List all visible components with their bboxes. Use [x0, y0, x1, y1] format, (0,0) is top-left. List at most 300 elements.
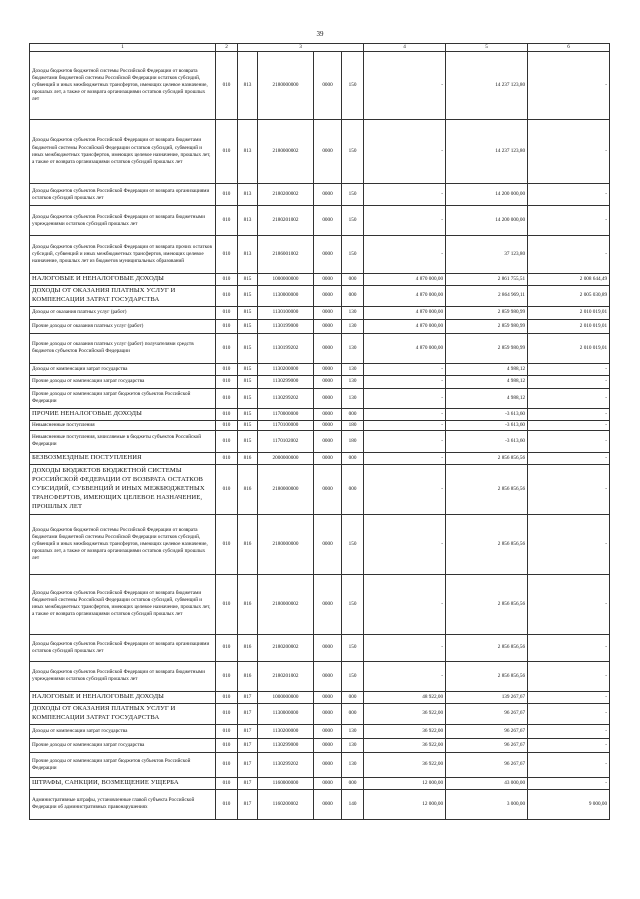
row-description: Доходы бюджетов субъектов Российской Федерации от возврата прочих остатков субсидий, субвенций и иных межбюджетных трансфертов, имеющих целевое назначение, прошлых лет из бюджетов муниципальных образований — [30, 236, 216, 274]
row-value-executed: 14 237 123,80 — [446, 120, 528, 184]
row-value-remaining: - — [528, 634, 610, 661]
row-value-remaining: - — [528, 703, 610, 724]
row-code-program: 0000 — [314, 420, 342, 430]
row-code-chief: 816 — [238, 464, 258, 514]
row-description: Доходы бюджетов субъектов Российской Федерации от возврата бюджетами бюджетной системы Российской Федерации остатков субсидий, субвенций и иных межбюджетных трансфертов, имеющих целевое назначение, прошлых лет, а также от возврата организациями остатков субсидий прошлых лет — [30, 574, 216, 634]
row-code-program: 0000 — [314, 514, 342, 574]
row-code-kind: 130 — [342, 333, 364, 363]
row-code-kind: 000 — [342, 703, 364, 724]
row-code-admin: 010 — [216, 703, 238, 724]
row-code-kind: 140 — [342, 789, 364, 819]
page-number: 39 — [316, 30, 324, 38]
row-code-admin: 010 — [216, 752, 238, 777]
row-code-program: 0000 — [314, 306, 342, 319]
row-value-planned: - — [364, 464, 446, 514]
row-description: Доходы от компенсации затрат государства — [30, 724, 216, 738]
row-value-executed: 96 267,67 — [446, 738, 528, 752]
row-code-kind: 000 — [342, 274, 364, 286]
row-description: Доходы бюджетов субъектов Российской Федерации от возврата организациями остатков субсидий прошлых лет — [30, 184, 216, 206]
table-row — [30, 430, 610, 452]
table-row — [30, 464, 610, 514]
row-code-kind: 150 — [342, 206, 364, 236]
row-code-admin: 010 — [216, 408, 238, 420]
row-description: БЕЗВОЗМЕЗДНЫЕ ПОСТУПЛЕНИЯ — [30, 452, 216, 464]
row-code-admin: 010 — [216, 184, 238, 206]
row-code-main: 2180200002 — [258, 184, 314, 206]
row-code-main: 1130299000 — [258, 738, 314, 752]
row-code-main: 1160200002 — [258, 789, 314, 819]
row-code-program: 0000 — [314, 236, 342, 274]
row-description: Прочие доходы от оказания платных услуг (работ) получателями средств бюджетов субъектов Российской Федерации — [30, 333, 216, 363]
row-code-main: 1130200000 — [258, 724, 314, 738]
row-value-planned: - — [364, 408, 446, 420]
row-code-program: 0000 — [314, 120, 342, 184]
row-description: Невыясненные поступления, зачисляемые в бюджеты субъектов Российской Федерации — [30, 430, 216, 452]
row-value-remaining: - — [528, 430, 610, 452]
row-value-executed: 139 267,67 — [446, 691, 528, 703]
row-value-executed: -3 613,60 — [446, 420, 528, 430]
row-code-main: 2180000000 — [258, 464, 314, 514]
row-value-planned: 4 870 000,00 — [364, 286, 446, 307]
row-value-executed: 2 856 856,56 — [446, 634, 528, 661]
row-value-executed: -3 613,60 — [446, 430, 528, 452]
row-value-planned: - — [364, 120, 446, 184]
header-col-4: 4 — [364, 44, 446, 52]
row-value-executed: 2 859 980,99 — [446, 319, 528, 333]
row-value-remaining: - — [528, 388, 610, 408]
row-code-kind: 130 — [342, 724, 364, 738]
row-code-chief: 815 — [238, 333, 258, 363]
row-code-chief: 813 — [238, 184, 258, 206]
row-value-planned: - — [364, 184, 446, 206]
row-value-planned: - — [364, 388, 446, 408]
row-code-admin: 010 — [216, 363, 238, 375]
row-code-kind: 150 — [342, 52, 364, 120]
row-value-remaining: - — [528, 236, 610, 274]
row-value-planned: - — [364, 206, 446, 236]
row-value-executed: 2 856 856,56 — [446, 574, 528, 634]
row-code-program: 0000 — [314, 634, 342, 661]
table-row — [30, 724, 610, 738]
header-col-6: 6 — [528, 44, 610, 52]
row-code-admin: 010 — [216, 206, 238, 236]
row-description: Доходы бюджетов бюджетной системы Российской Федерации от возврата бюджетами бюджетной системы Российской Федерации остатков субсидий, субвенций и иных межбюджетных трансфертов, имеющих целевое назначение, прошлых лет, а также от возврата организациями остатков субсидий прошлых лет — [30, 514, 216, 574]
row-code-admin: 010 — [216, 738, 238, 752]
row-value-executed: 4 988,12 — [446, 375, 528, 388]
table-row — [30, 319, 610, 333]
row-value-planned: 36 922,00 — [364, 738, 446, 752]
row-code-admin: 010 — [216, 52, 238, 120]
row-value-executed: 2 856 856,56 — [446, 452, 528, 464]
row-value-planned: 36 922,00 — [364, 724, 446, 738]
row-code-admin: 010 — [216, 789, 238, 819]
row-value-executed: 2 856 856,56 — [446, 464, 528, 514]
row-value-planned: - — [364, 452, 446, 464]
row-code-chief: 815 — [238, 430, 258, 452]
row-value-remaining: - — [528, 738, 610, 752]
row-description: Невыясненные поступления — [30, 420, 216, 430]
row-code-kind: 180 — [342, 420, 364, 430]
row-value-planned: - — [364, 375, 446, 388]
row-code-kind: 150 — [342, 661, 364, 691]
row-value-planned: 36 922,00 — [364, 752, 446, 777]
row-code-chief: 816 — [238, 514, 258, 574]
row-code-chief: 816 — [238, 634, 258, 661]
row-code-main: 1170102002 — [258, 430, 314, 452]
row-code-admin: 010 — [216, 120, 238, 184]
row-code-program: 0000 — [314, 52, 342, 120]
row-value-planned: 4 870 000,00 — [364, 333, 446, 363]
row-value-remaining: - — [528, 184, 610, 206]
row-code-admin: 010 — [216, 306, 238, 319]
row-description: Прочие доходы от оказания платных услуг (работ) — [30, 319, 216, 333]
row-code-kind: 000 — [342, 777, 364, 789]
row-code-admin: 010 — [216, 274, 238, 286]
table-row — [30, 306, 610, 319]
row-code-program: 0000 — [314, 388, 342, 408]
header-col-3: 3 — [238, 44, 364, 52]
row-code-main: 1130299202 — [258, 388, 314, 408]
row-code-main: 2180201002 — [258, 206, 314, 236]
row-code-admin: 010 — [216, 375, 238, 388]
row-code-kind: 150 — [342, 236, 364, 274]
row-code-admin: 010 — [216, 286, 238, 307]
table-row — [30, 661, 610, 691]
table-row — [30, 120, 610, 184]
header-col-5: 5 — [446, 44, 528, 52]
table-row — [30, 514, 610, 574]
row-description: Доходы бюджетов бюджетной системы Российской Федерации от возврата бюджетами бюджетной системы Российской Федерации остатков субсидий, субвенций и иных межбюджетных трансфертов, имеющих целевое назначение, прошлых лет, а также от возврата организациями остатков субсидий прошлых лет — [30, 52, 216, 120]
row-code-kind: 000 — [342, 286, 364, 307]
row-code-admin: 010 — [216, 420, 238, 430]
row-value-remaining: - — [528, 452, 610, 464]
row-description: Доходы бюджетов субъектов Российской Федерации от возврата бюджетными учреждениями остатков субсидий прошлых лет — [30, 206, 216, 236]
row-value-remaining: - — [528, 120, 610, 184]
row-value-planned: 12 000,00 — [364, 789, 446, 819]
row-code-admin: 010 — [216, 236, 238, 274]
row-value-executed: 2 856 856,56 — [446, 661, 528, 691]
row-description: ДОХОДЫ БЮДЖЕТОВ БЮДЖЕТНОЙ СИСТЕМЫ РОССИЙСКОЙ ФЕДЕРАЦИИ ОТ ВОЗВРАТА ОСТАТКОВ СУБСИДИЙ, СУБВЕНЦИЙ И ИНЫХ МЕЖБЮДЖЕТНЫХ ТРАНСФЕРТОВ, ИМЕЮЩИХ ЦЕЛЕВОЕ НАЗНАЧЕНИЕ, ПРОШЛЫХ ЛЕТ — [30, 464, 216, 514]
row-code-chief: 813 — [238, 52, 258, 120]
row-code-chief: 817 — [238, 724, 258, 738]
table-row — [30, 703, 610, 724]
row-code-program: 0000 — [314, 452, 342, 464]
row-code-program: 0000 — [314, 691, 342, 703]
row-description: Доходы бюджетов субъектов Российской Федерации от возврата организациями остатков субсидий прошлых лет — [30, 634, 216, 661]
table-header-row — [30, 44, 610, 52]
row-value-remaining: 9 000,00 — [528, 789, 610, 819]
row-code-main: 1170000000 — [258, 408, 314, 420]
table-row — [30, 286, 610, 307]
table-row — [30, 452, 610, 464]
row-value-remaining: - — [528, 691, 610, 703]
row-code-program: 0000 — [314, 430, 342, 452]
row-value-planned: - — [364, 514, 446, 574]
row-description: Прочие доходы от компенсации затрат бюджетов субъектов Российской Федерации — [30, 752, 216, 777]
row-value-executed: 14 200 000,00 — [446, 184, 528, 206]
row-code-program: 0000 — [314, 206, 342, 236]
table-row — [30, 206, 610, 236]
row-code-main: 1000000000 — [258, 274, 314, 286]
row-value-remaining: 2 010 019,01 — [528, 306, 610, 319]
row-code-program: 0000 — [314, 777, 342, 789]
row-value-executed: 96 267,67 — [446, 703, 528, 724]
row-value-remaining: 2 005 030,89 — [528, 286, 610, 307]
row-value-remaining: - — [528, 574, 610, 634]
row-code-chief: 813 — [238, 206, 258, 236]
row-code-kind: 130 — [342, 363, 364, 375]
row-code-program: 0000 — [314, 184, 342, 206]
row-value-planned: 4 870 000,00 — [364, 319, 446, 333]
row-code-chief: 815 — [238, 388, 258, 408]
row-code-main: 2180000000 — [258, 52, 314, 120]
row-code-main: 2180000000 — [258, 514, 314, 574]
row-value-executed: 4 988,12 — [446, 363, 528, 375]
row-code-main: 1170100000 — [258, 420, 314, 430]
row-code-chief: 815 — [238, 363, 258, 375]
row-value-planned: - — [364, 52, 446, 120]
row-code-admin: 010 — [216, 574, 238, 634]
row-code-chief: 817 — [238, 703, 258, 724]
row-value-planned: - — [364, 574, 446, 634]
row-code-kind: 130 — [342, 752, 364, 777]
row-value-executed: 2 864 969,11 — [446, 286, 528, 307]
row-value-executed: 43 000,00 — [446, 777, 528, 789]
row-value-remaining: - — [528, 363, 610, 375]
table-row — [30, 375, 610, 388]
row-value-executed: -3 613,60 — [446, 408, 528, 420]
row-code-kind: 130 — [342, 306, 364, 319]
row-value-executed: 96 267,67 — [446, 724, 528, 738]
row-description: Доходы от компенсации затрат государства — [30, 363, 216, 375]
row-code-admin: 010 — [216, 319, 238, 333]
row-code-chief: 817 — [238, 789, 258, 819]
row-code-program: 0000 — [314, 574, 342, 634]
row-value-executed: 2 859 980,99 — [446, 306, 528, 319]
row-code-program: 0000 — [314, 274, 342, 286]
row-code-program: 0000 — [314, 661, 342, 691]
table-row — [30, 634, 610, 661]
row-value-planned: 48 922,00 — [364, 691, 446, 703]
table-row — [30, 184, 610, 206]
row-value-executed: 2 856 856,56 — [446, 514, 528, 574]
table-row — [30, 420, 610, 430]
row-code-admin: 010 — [216, 514, 238, 574]
row-description: ПРОЧИЕ НЕНАЛОГОВЫЕ ДОХОДЫ — [30, 408, 216, 420]
row-code-admin: 010 — [216, 388, 238, 408]
row-code-program: 0000 — [314, 333, 342, 363]
row-code-admin: 010 — [216, 452, 238, 464]
row-value-remaining: 2 010 019,01 — [528, 319, 610, 333]
table-row — [30, 752, 610, 777]
row-code-chief: 816 — [238, 661, 258, 691]
table-row — [30, 789, 610, 819]
row-value-planned: - — [364, 661, 446, 691]
row-code-main: 1130299000 — [258, 375, 314, 388]
row-code-kind: 000 — [342, 408, 364, 420]
row-value-executed: 2 859 980,99 — [446, 333, 528, 363]
row-code-chief: 813 — [238, 120, 258, 184]
row-code-chief: 817 — [238, 691, 258, 703]
row-value-remaining: - — [528, 514, 610, 574]
row-value-remaining: 2 010 019,01 — [528, 333, 610, 363]
row-code-chief: 817 — [238, 752, 258, 777]
row-code-kind: 150 — [342, 120, 364, 184]
row-code-kind: 130 — [342, 738, 364, 752]
row-code-chief: 815 — [238, 286, 258, 307]
row-code-main: 2180200002 — [258, 634, 314, 661]
table-row — [30, 52, 610, 120]
row-value-executed: 96 267,67 — [446, 752, 528, 777]
row-code-program: 0000 — [314, 724, 342, 738]
row-value-planned: 12 000,00 — [364, 777, 446, 789]
row-code-kind: 150 — [342, 514, 364, 574]
row-code-main: 1130100000 — [258, 306, 314, 319]
row-value-executed: 14 200 000,00 — [446, 206, 528, 236]
row-code-kind: 000 — [342, 691, 364, 703]
row-code-chief: 815 — [238, 408, 258, 420]
header-col-1: 1 — [30, 44, 216, 52]
row-code-main: 2000000000 — [258, 452, 314, 464]
row-code-main: 1130200000 — [258, 363, 314, 375]
row-code-main: 1160000000 — [258, 777, 314, 789]
table-row — [30, 236, 610, 274]
row-value-remaining: - — [528, 752, 610, 777]
row-code-kind: 150 — [342, 184, 364, 206]
row-code-program: 0000 — [314, 363, 342, 375]
row-code-main: 1130199000 — [258, 319, 314, 333]
row-code-main: 1000000000 — [258, 691, 314, 703]
row-code-main: 1130299202 — [258, 752, 314, 777]
row-value-remaining: - — [528, 420, 610, 430]
row-value-remaining: - — [528, 52, 610, 120]
row-value-remaining: - — [528, 464, 610, 514]
row-code-admin: 010 — [216, 333, 238, 363]
row-description: Прочие доходы от компенсации затрат бюджетов субъектов Российской Федерации — [30, 388, 216, 408]
row-code-chief: 817 — [238, 738, 258, 752]
row-code-chief: 815 — [238, 274, 258, 286]
row-code-program: 0000 — [314, 789, 342, 819]
row-code-program: 0000 — [314, 464, 342, 514]
row-description: Доходы бюджетов субъектов Российской Федерации от возврата бюджетами бюджетной системы Российской Федерации остатков субсидий, субвенций и иных межбюджетных трансфертов, имеющих целевое назначение, прошлых лет, а также от возврата организациями остатков субсидий прошлых лет — [30, 120, 216, 184]
row-code-admin: 010 — [216, 430, 238, 452]
revenue-table — [29, 43, 610, 820]
row-value-planned: 4 870 000,00 — [364, 274, 446, 286]
row-code-admin: 010 — [216, 464, 238, 514]
row-value-planned: - — [364, 236, 446, 274]
table-body — [30, 52, 610, 820]
row-code-admin: 010 — [216, 777, 238, 789]
row-value-planned: - — [364, 363, 446, 375]
row-description: ДОХОДЫ ОТ ОКАЗАНИЯ ПЛАТНЫХ УСЛУГ И КОМПЕНСАЦИИ ЗАТРАТ ГОСУДАРСТВА — [30, 703, 216, 724]
row-code-main: 2186001002 — [258, 236, 314, 274]
row-code-main: 2180201002 — [258, 661, 314, 691]
table-row — [30, 691, 610, 703]
row-code-kind: 150 — [342, 634, 364, 661]
row-value-planned: 4 870 000,00 — [364, 306, 446, 319]
row-code-program: 0000 — [314, 286, 342, 307]
row-code-chief: 815 — [238, 375, 258, 388]
row-code-admin: 010 — [216, 691, 238, 703]
row-code-main: 2180000002 — [258, 120, 314, 184]
row-value-planned: 36 922,00 — [364, 703, 446, 724]
row-value-planned: - — [364, 634, 446, 661]
row-code-chief: 815 — [238, 306, 258, 319]
row-value-executed: 3 000,00 — [446, 789, 528, 819]
row-code-main: 2180000002 — [258, 574, 314, 634]
row-code-chief: 813 — [238, 236, 258, 274]
row-code-chief: 815 — [238, 319, 258, 333]
row-value-remaining: - — [528, 661, 610, 691]
table-row — [30, 408, 610, 420]
row-value-executed: 37 123,80 — [446, 236, 528, 274]
row-code-program: 0000 — [314, 375, 342, 388]
row-value-remaining: - — [528, 408, 610, 420]
row-code-kind: 130 — [342, 375, 364, 388]
row-value-executed: 14 237 123,80 — [446, 52, 528, 120]
row-description: ДОХОДЫ ОТ ОКАЗАНИЯ ПЛАТНЫХ УСЛУГ И КОМПЕНСАЦИИ ЗАТРАТ ГОСУДАРСТВА — [30, 286, 216, 307]
row-description: Доходы от оказания платных услуг (работ) — [30, 306, 216, 319]
row-code-kind: 180 — [342, 430, 364, 452]
row-value-remaining: - — [528, 375, 610, 388]
table-row — [30, 333, 610, 363]
table-row — [30, 738, 610, 752]
header-col-2: 2 — [216, 44, 238, 52]
row-description: Доходы бюджетов субъектов Российской Федерации от возврата бюджетными учреждениями остатков субсидий прошлых лет — [30, 661, 216, 691]
row-value-executed: 2 861 755,51 — [446, 274, 528, 286]
row-code-program: 0000 — [314, 408, 342, 420]
row-code-chief: 816 — [238, 574, 258, 634]
table-row — [30, 274, 610, 286]
row-description: Прочие доходы от компенсации затрат государства — [30, 738, 216, 752]
row-code-kind: 130 — [342, 388, 364, 408]
row-code-program: 0000 — [314, 703, 342, 724]
row-value-remaining: - — [528, 724, 610, 738]
row-code-kind: 000 — [342, 464, 364, 514]
row-code-main: 1130199202 — [258, 333, 314, 363]
row-description: ШТРАФЫ, САНКЦИИ, ВОЗМЕЩЕНИЕ УЩЕРБА — [30, 777, 216, 789]
row-code-main: 1130000000 — [258, 703, 314, 724]
row-code-admin: 010 — [216, 724, 238, 738]
row-code-main: 1130000000 — [258, 286, 314, 307]
row-code-kind: 150 — [342, 574, 364, 634]
row-description: Прочие доходы от компенсации затрат государства — [30, 375, 216, 388]
row-code-admin: 010 — [216, 634, 238, 661]
row-code-chief: 816 — [238, 452, 258, 464]
row-value-remaining: - — [528, 206, 610, 236]
table-row — [30, 363, 610, 375]
row-value-planned: - — [364, 420, 446, 430]
table-row — [30, 388, 610, 408]
row-code-kind: 000 — [342, 452, 364, 464]
row-description: НАЛОГОВЫЕ И НЕНАЛОГОВЫЕ ДОХОДЫ — [30, 274, 216, 286]
table-row — [30, 574, 610, 634]
row-value-executed: 4 988,12 — [446, 388, 528, 408]
row-description: НАЛОГОВЫЕ И НЕНАЛОГОВЫЕ ДОХОДЫ — [30, 691, 216, 703]
row-code-program: 0000 — [314, 752, 342, 777]
row-code-kind: 130 — [342, 319, 364, 333]
row-value-remaining: 2 008 644,49 — [528, 274, 610, 286]
row-value-planned: - — [364, 430, 446, 452]
row-code-chief: 815 — [238, 420, 258, 430]
row-code-program: 0000 — [314, 319, 342, 333]
row-value-remaining: - — [528, 777, 610, 789]
table-row — [30, 777, 610, 789]
row-code-program: 0000 — [314, 738, 342, 752]
row-code-admin: 010 — [216, 661, 238, 691]
row-description: Административные штрафы, установленные главой субъекта Российской Федерации об административных правонарушениях — [30, 789, 216, 819]
row-code-chief: 817 — [238, 777, 258, 789]
